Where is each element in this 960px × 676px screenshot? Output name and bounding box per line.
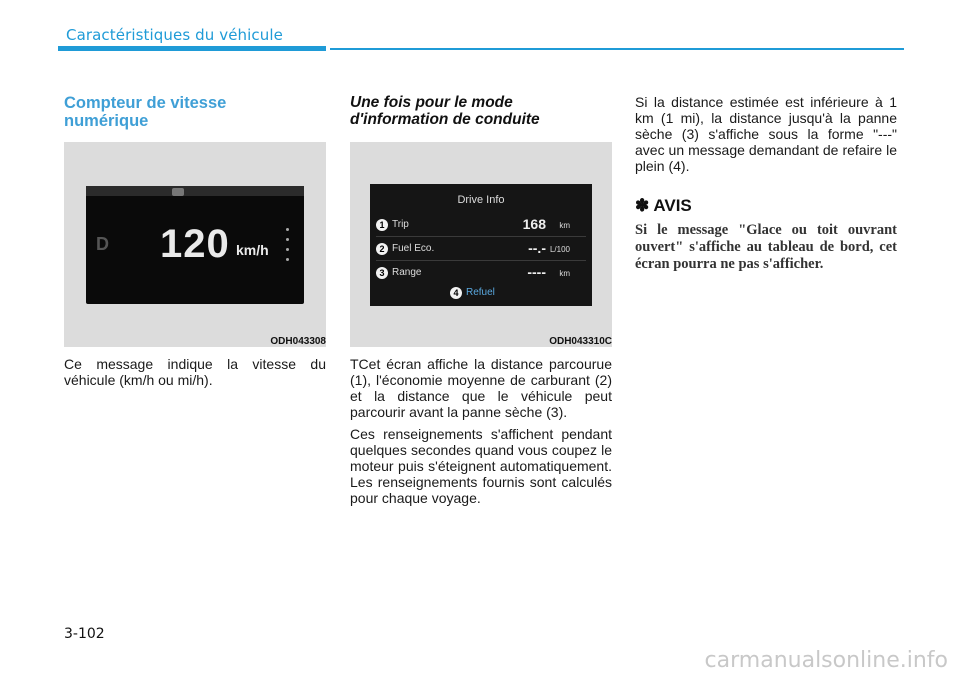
title-line-2: numérique — [64, 112, 149, 130]
row-unit: km — [559, 221, 570, 230]
callout-4-icon: 4 — [450, 287, 462, 299]
drive-info-row-trip — [376, 218, 586, 236]
body-text-1: TCet écran affiche la distance parcourue (1), l'économie moyenne de carburant (2) et la distance que le véhicule peut parcourir avant la panne sèche (3). — [350, 356, 612, 420]
page-dots-icon — [286, 228, 290, 268]
figure-code: ODH043308 — [270, 336, 326, 347]
display-bezel — [86, 186, 304, 196]
figure-drive-info — [350, 142, 612, 347]
warning-lamp-icon — [172, 188, 184, 196]
body-text-2: Ces renseignements s'affichent pendant quelques secondes quand vous coupez le moteur puis s'éteignent automatiquement. Les renseignements fournis sont calculés pour chaque voyage. — [350, 426, 612, 506]
title-line-1: Une fois pour le mode — [350, 94, 513, 111]
refuel-message: Refuel — [466, 287, 495, 298]
row-label: Fuel Eco. — [392, 243, 435, 254]
figure-speedometer — [64, 142, 326, 347]
speed-value: 120 — [160, 222, 230, 266]
figure-code: ODH043310C — [549, 336, 612, 347]
row-divider — [376, 236, 586, 237]
column-3 — [635, 94, 897, 273]
title-line-2: d'information de conduite — [350, 111, 540, 128]
row-unit: km — [559, 269, 570, 278]
notice-text: Si le message "Glace ou toit ouvrant ouvert" s'affiche au tableau de bord, cet écran pourra ne pas s'afficher. — [635, 222, 897, 272]
row-value: --.- — [528, 240, 546, 256]
body-text: Si la distance estimée est inférieure à 1 km (1 mi), la distance jusqu'à la panne sèche (3) s'affiche sous la forme "---" avec un message demandant de refaire le plein (4). — [635, 94, 897, 174]
callout-3-icon: 3 — [376, 267, 388, 279]
gear-indicator: D — [96, 234, 109, 254]
callout-2-icon: 2 — [376, 243, 388, 255]
header-rule-thin — [330, 48, 904, 50]
notice-title: ✽ AVIS — [635, 196, 692, 215]
row-value: 168 — [522, 216, 546, 232]
callout-1-icon: 1 — [376, 219, 388, 231]
row-unit: L/100 — [549, 245, 570, 254]
section-title — [64, 94, 326, 130]
drive-info-display — [370, 184, 592, 306]
header-rule-thick — [58, 46, 326, 51]
row-value: ---- — [527, 264, 546, 280]
drive-info-row-fuel-eco — [376, 242, 586, 260]
body-text: Ce message indique la vitesse du véhicule (km/h ou mi/h). — [64, 356, 326, 388]
watermark: carmanualsonline.info — [704, 648, 948, 673]
column-2 — [350, 94, 612, 506]
speed-unit: km/h — [236, 242, 269, 258]
digital-speedometer-display — [86, 186, 304, 304]
title-line-1: Compteur de vitesse — [64, 94, 227, 112]
section-header: Caractéristiques du véhicule — [66, 26, 283, 44]
row-divider — [376, 260, 586, 261]
section-title — [350, 94, 612, 128]
row-label: Trip — [392, 219, 409, 230]
drive-info-row-refuel — [376, 286, 586, 304]
page-number: 3-102 — [64, 626, 105, 642]
drive-info-title: Drive Info — [457, 194, 505, 206]
row-label: Range — [392, 267, 422, 278]
column-1 — [64, 94, 326, 388]
drive-info-row-range — [376, 266, 586, 284]
